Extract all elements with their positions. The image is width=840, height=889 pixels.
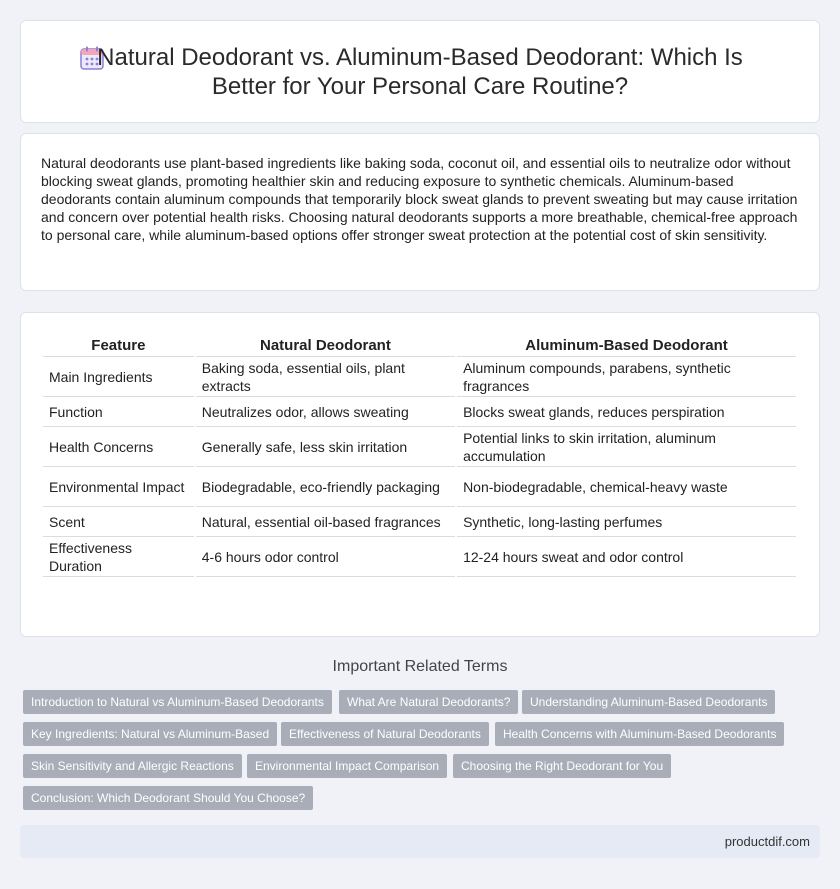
table-cell: Natural, essential oil-based fragrances <box>196 507 455 537</box>
related-term-tag[interactable]: Understanding Aluminum-Based Deodorants <box>522 690 775 714</box>
table-cell: Health Concerns <box>43 427 194 467</box>
table-cell: Blocks sweat glands, reduces perspiration <box>457 397 796 427</box>
table-cell: Potential links to skin irritation, aluminum accumulation <box>457 427 796 467</box>
table-row <box>43 427 796 467</box>
header-aluminum: Aluminum-Based Deodorant <box>457 337 796 357</box>
table-cell: 12-24 hours sweat and odor control <box>457 537 796 577</box>
table-cell: Generally safe, less skin irritation <box>196 427 455 467</box>
related-term-tag[interactable]: Conclusion: Which Deodorant Should You Choose? <box>23 786 313 810</box>
footer-site-link[interactable]: productdif.com <box>724 834 810 849</box>
table-cell: Scent <box>43 507 194 537</box>
intro-card <box>20 133 820 291</box>
intro-paragraph: Natural deodorants use plant-based ingredients like baking soda, coconut oil, and essential oils to neutralize odor without blocking sweat glands, promoting healthier skin and reducing exposure to synthetic chemicals. Aluminum-based deodorants contain aluminum compounds that temporarily block sweat glands to prevent sweating but may cause irritation and concern over potential health risks. Choosing natural deodorants supports a more breathable, chemical-free approach to personal care, while aluminum-based options offer stronger sweat protection at the potential cost of skin sensitivity. <box>41 155 798 243</box>
table-cell: Neutralizes odor, allows sweating <box>196 397 455 427</box>
related-term-tag[interactable]: Effectiveness of Natural Deodorants <box>281 722 489 746</box>
table-cell: Main Ingredients <box>43 357 194 397</box>
table-header-row <box>43 337 796 357</box>
related-term-tag[interactable]: Skin Sensitivity and Allergic Reactions <box>23 754 242 778</box>
table-cell: Aluminum compounds, parabens, synthetic fragrances <box>457 357 796 397</box>
related-terms-title: Important Related Terms <box>332 658 508 675</box>
page-title: Natural Deodorant vs. Aluminum-Based Deodorant: Which Is Better for Your Personal Care Routine? <box>97 43 743 100</box>
comparison-table <box>41 337 798 577</box>
related-term-tag[interactable]: What Are Natural Deodorants? <box>339 690 518 714</box>
table-row <box>43 537 796 577</box>
related-term-tag[interactable]: Environmental Impact Comparison <box>247 754 447 778</box>
header-natural: Natural Deodorant <box>196 337 455 357</box>
related-term-tag[interactable]: Choosing the Right Deodorant for You <box>453 754 671 778</box>
related-term-tag[interactable]: Key Ingredients: Natural vs Aluminum-Based <box>23 722 277 746</box>
table-cell: Biodegradable, eco-friendly packaging <box>196 467 455 507</box>
related-term-tag[interactable]: Introduction to Natural vs Aluminum-Based Deodorants <box>23 690 332 714</box>
table-row <box>43 397 796 427</box>
table-cell: 4-6 hours odor control <box>196 537 455 577</box>
table-row <box>43 467 796 507</box>
table-cell: Effectiveness Duration <box>43 537 194 577</box>
table-cell: Synthetic, long-lasting perfumes <box>457 507 796 537</box>
footer <box>20 825 820 858</box>
table-cell: Non-biodegradable, chemical-heavy waste <box>457 467 796 507</box>
table-cell: Function <box>43 397 194 427</box>
title-card <box>20 20 820 123</box>
related-term-tag[interactable]: Health Concerns with Aluminum-Based Deodorants <box>495 722 784 746</box>
table-row <box>43 357 796 397</box>
header-feature: Feature <box>43 337 194 357</box>
table-cell: Environmental Impact <box>43 467 194 507</box>
table-cell: Baking soda, essential oils, plant extracts <box>196 357 455 397</box>
comparison-table-card <box>20 312 820 637</box>
table-row <box>43 507 796 537</box>
